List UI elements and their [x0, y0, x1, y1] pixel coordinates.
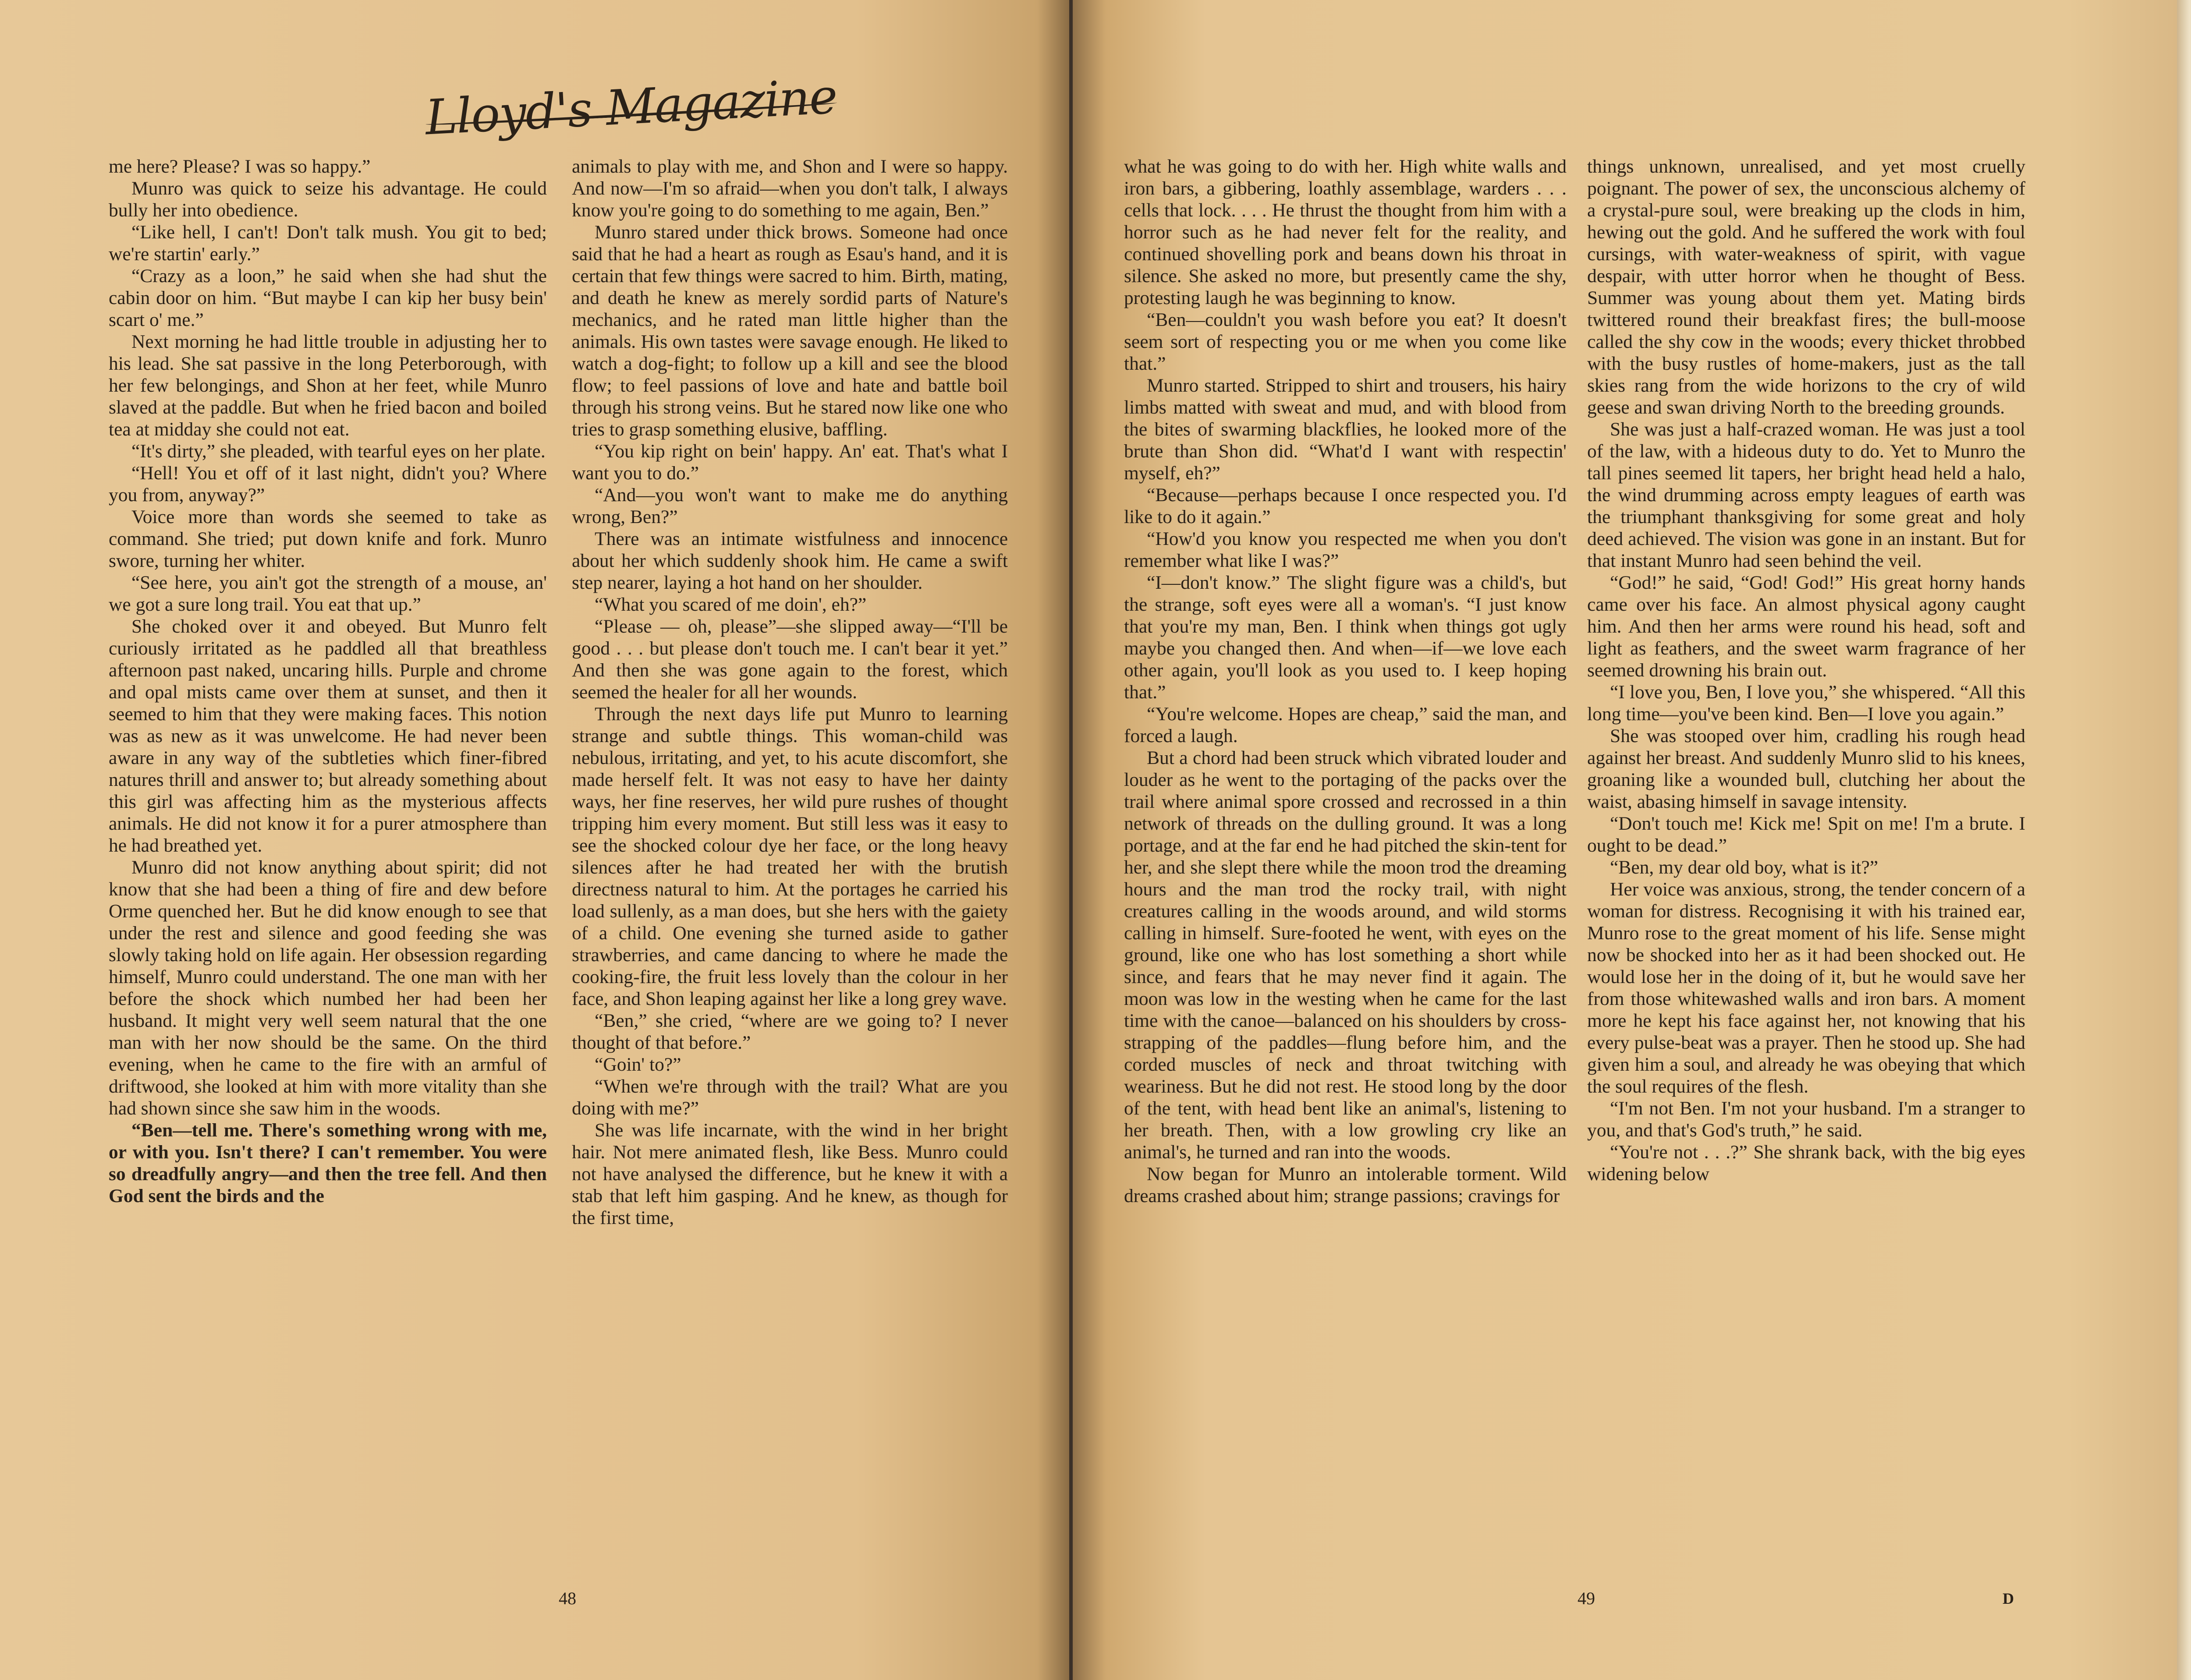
- paragraph: “When we're through with the trail? What are you doing with me?”: [572, 1076, 1008, 1119]
- right-column-1: [1124, 156, 1567, 1601]
- page-number-left: 48: [559, 1588, 576, 1608]
- paragraph: Now began for Munro an intolerable torment. Wild dreams crashed about him; strange passions; cravings for: [1124, 1164, 1567, 1206]
- paragraph: “Ben—couldn't you wash before you eat? It doesn't seem sort of respecting you or me when you come like that.”: [1124, 309, 1567, 374]
- paragraph: She was life incarnate, with the wind in her bright hair. Not mere animated flesh, like Bess. Munro could not have analysed the difference, but he knew it with a stab that left him gasping. And he knew, as though for the first time,: [572, 1120, 1008, 1228]
- paragraph: “Like hell, I can't! Don't talk mush. You git to bed; we're startin' early.”: [109, 222, 547, 265]
- paragraph: “How'd you know you respected me when you don't remember what like I was?”: [1124, 528, 1567, 571]
- page-edge: [2177, 0, 2191, 1680]
- paragraph: “You kip right on bein' happy. An' eat. That's what I want you to do.”: [572, 441, 1008, 484]
- paragraph: things unknown, unrealised, and yet most cruelly poignant. The power of sex, the unconscious alchemy of a crystal-pure soul, were breaking up the clods in him, hewing out the gold. And he suffered the work with foul cursings, with water-weakness of spirit, with vague despair, with utter horror when he thought of Bess. Summer was young about them yet. Mating birds twittered round their breakfast fires; the bull-moose called the shy cow in the woods; every thicket throbbed with the busy rustles of home-makers, just as the tall skies rang from the wide horizons to the cry of wild geese and swan driving North to the breeding grounds.: [1587, 156, 2025, 418]
- paragraph: Munro started. Stripped to shirt and trousers, his hairy limbs matted with sweat and mud, and with blood from the bites of swarming blackflies, he looked more of the brute than Shon did. “What'd I want with respectin' myself, eh?”: [1124, 375, 1567, 484]
- paragraph: Munro stared under thick brows. Someone had once said that he had a heart as rough as Esau's hand, and it is certain that few things were sacred to him. Birth, mating, and death he knew as merely sordid parts of Nature's mechanics, and he rated man little higher than the animals. His own tastes were savage enough. He liked to watch a dog-fight; to follow up a kill and see the blood flow; to feel passions of love and hate and battle boil through his strong veins. But he stared now like one who tries to grasp something elusive, baffling.: [572, 222, 1008, 440]
- paragraph: “I'm not Ben. I'm not your husband. I'm a stranger to you, and that's God's truth,” he said.: [1587, 1098, 2025, 1141]
- paragraph: Through the next days life put Munro to learning strange and subtle things. This woman-child was nebulous, irritating, and yet, to his acute discomfort, she made herself felt. It was not easy to have her dainty ways, her fine reserves, her wild pure rushes of thought tripping him every moment. But still less was it easy to see the shocked colour dye her face, or the long heavy silences after he had treated her with the brutish directness natural to him. At the portages he carried his load sullenly, as a man does, but she hers with the gaiety of a child. One evening she turned aside to gather strawberries, and came dancing to where he made the cooking-fire, the fruit less lovely than the colour in her face, and Shon leaping against her like a long grey wave.: [572, 704, 1008, 1009]
- paragraph: She was stooped over him, cradling his rough head against her breast. And suddenly Munro slid to his knees, groaning like a wounded bull, clutching her about the waist, abasing himself in savage intensity.: [1587, 725, 2025, 812]
- paragraph: “You're not . . .?” She shrank back, with the big eyes widening below: [1587, 1142, 2025, 1185]
- paragraph: “Ben,” she cried, “where are we going to? I never thought of that before.”: [572, 1010, 1008, 1053]
- paragraph: “See here, you ain't got the strength of a mouse, an' we got a sure long trail. You eat that up.”: [109, 572, 547, 615]
- left-column-2: [572, 156, 1008, 1601]
- paragraph: “God!” he said, “God! God!” His great horny hands came over his face. An almost physical agony caught him. And then her arms were round his head, soft and light as feathers, and the sweet warm fragrance of her seemed drowning his brain out.: [1587, 572, 2025, 681]
- paragraph: “What you scared of me doin', eh?”: [595, 594, 867, 615]
- paragraph: “It's dirty,” she pleaded, with tearful eyes on her plate.: [131, 441, 546, 462]
- paragraph: Her voice was anxious, strong, the tender concern of a woman for distress. Recognising it with his trained ear, Munro rose to the great moment of his life. Sense might now be shocked into her as it had been shocked out. He would lose her in the doing of it, but he would save her from those whitewashed walls and iron bars. A moment more he kept his face against her, not knowing that his every pulse-beat was a prayer. Then he stood up. She had given him a soul, and already he was obeying that which the soul requires of the flesh.: [1587, 879, 2025, 1097]
- paragraph: “I love you, Ben, I love you,” she whispered. “All this long time—you've been kind. Ben—I love you again.”: [1587, 682, 2025, 725]
- paragraph: “And—you won't want to make me do anything wrong, Ben?”: [572, 485, 1008, 527]
- paragraph: There was an intimate wistfulness and innocence about her which suddenly shook him. He came a swift step nearer, laying a hot hand on her shoulder.: [572, 528, 1008, 593]
- paragraph: “Ben—tell me. There's something wrong with me, or with you. Isn't there? I can't remember. You were so dreadfully angry—and then the tree fell. And then God sent the birds and the: [109, 1120, 547, 1206]
- paragraph: But a chord had been struck which vibrated louder and louder as he went to the portaging of the packs over the trail where animal spore crossed and recrossed in a thin network of threads on the dulling ground. It was a long portage, and at the far end he had pitched the skin-tent for her, and she slept there while the moon trod the dreaming hours and the man trod the rocky trail, with night creatures calling in the woods around, and wild storms calling in himself. Sure-footed he went, with eyes on the ground, like one who has lost something a short while since, and fears that he may never find it again. The moon was low in the westing when he came for the last time with the canoe—balanced on his shoulders by cross-strapping of the paddles—flung before him, and the corded muscles of neck and throat twitching with weariness. But he did not rest. He stood long by the door of the tent, with head bent like an animal's, listening to her breath. Then, with a low growling cry like an animal's, he turned and ran into the woods.: [1124, 747, 1567, 1163]
- paragraph: “Don't touch me! Kick me! Spit on me! I'm a brute. I ought to be dead.”: [1587, 813, 2025, 856]
- paragraph: “I—don't know.” The slight figure was a child's, but the strange, soft eyes were all a woman's. “I just know that you're my man, Ben. I think when things got ugly maybe you changed then. And when—if—we love each other again, you'll look as you used to. I keep hoping that.”: [1124, 572, 1567, 703]
- paragraph: “Please — oh, please”—she slipped away—“I'll be good . . . but please don't touch me. I can't bear it yet.” And then she was gone again to the forest, which seemed the healer for all her wounds.: [572, 616, 1008, 703]
- page-number-right: 49: [1578, 1588, 1595, 1608]
- paragraph: Voice more than words she seemed to take as command. She tried; put down knife and fork. Munro swore, turning her whiter.: [109, 506, 547, 571]
- paragraph: “Hell! You et off of it last night, didn't you? Where you from, anyway?”: [109, 463, 547, 506]
- paragraph: “Because—perhaps because I once respected you. I'd like to do it again.”: [1124, 485, 1567, 527]
- paragraph: She was just a half-crazed woman. He was just a tool of the law, with a hideous duty to do. Yet to Munro the tall pines seemed lit tapers, her bright head held a halo, the wind drumming across empty leagues of earth was the triumphant thanksgiving for some great and holy deed achieved. The vision was gone in an instant. But for that instant Munro had seen behind the veil.: [1587, 419, 2025, 571]
- magazine-masthead: Lloyd's Magazine: [424, 68, 838, 146]
- paragraph: “Crazy as a loon,” he said when she had shut the cabin door on him. “But maybe I can kip her busy bein' scart o' me.”: [109, 265, 547, 330]
- signature-mark: D: [2003, 1590, 2014, 1607]
- paragraph: Munro did not know anything about spirit; did not know that she had been a thing of fire and dew before Orme quenched her. But he did know enough to see that under the rest and silence and good feeding she was slowly taking hold on life again. Her obsession regarding himself, Munro could understand. The one man with her before the shock which numbed her had been her husband. It might very well seem natural that the one man with her now should be the same. On the third evening, when he came to the fire with an armful of driftwood, she looked at him with more vitality than she had shown since she saw him in the woods.: [109, 857, 547, 1119]
- paragraph: “Goin' to?”: [595, 1054, 681, 1075]
- right-column-2: [1587, 156, 2025, 1601]
- paragraph: “Ben, my dear old boy, what is it?”: [1610, 857, 1879, 878]
- paragraph: “You're welcome. Hopes are cheap,” said the man, and forced a laugh.: [1124, 704, 1567, 746]
- paragraph: Next morning he had little trouble in adjusting her to his lead. She sat passive in the long Peterborough, with her few belongings, and Shon at her feet, while Munro slaved at the paddle. But when he fried bacon and boiled tea at midday she could not eat.: [109, 331, 547, 440]
- paragraph: She choked over it and obeyed. But Munro felt curiously irritated as he paddled all that breathless afternoon past naked, uncaring hills. Purple and chrome and opal mists came over them at sunset, and then it seemed to him that they were making faces. This notion was as new as it was unwelcome. He had never been aware in any way of the subtleties which finer-fibred natures thrill and answer to; but already something about this girl was affecting him as the mysterious affects animals. He did not know it for a purer atmosphere than he had breathed yet.: [109, 616, 547, 856]
- left-column-1: [109, 156, 547, 1601]
- paragraph: animals to play with me, and Shon and I were so happy. And now—I'm so afraid—when you don't talk, I always know you're going to do something to me again, Ben.”: [572, 156, 1008, 221]
- paragraph: Munro was quick to seize his advantage. He could bully her into obedience.: [109, 178, 547, 221]
- paragraph: what he was going to do with her. High white walls and iron bars, a gibbering, loathly assemblage, warders . . . cells that lock. . . . He thrust the thought from him with a horror such as he had never felt for the reality, and continued shovelling pork and beans down his throat in silence. She asked no more, but presently came the shy, protesting laugh he was beginning to know.: [1124, 156, 1567, 308]
- paragraph: me here? Please? I was so happy.”: [109, 156, 371, 177]
